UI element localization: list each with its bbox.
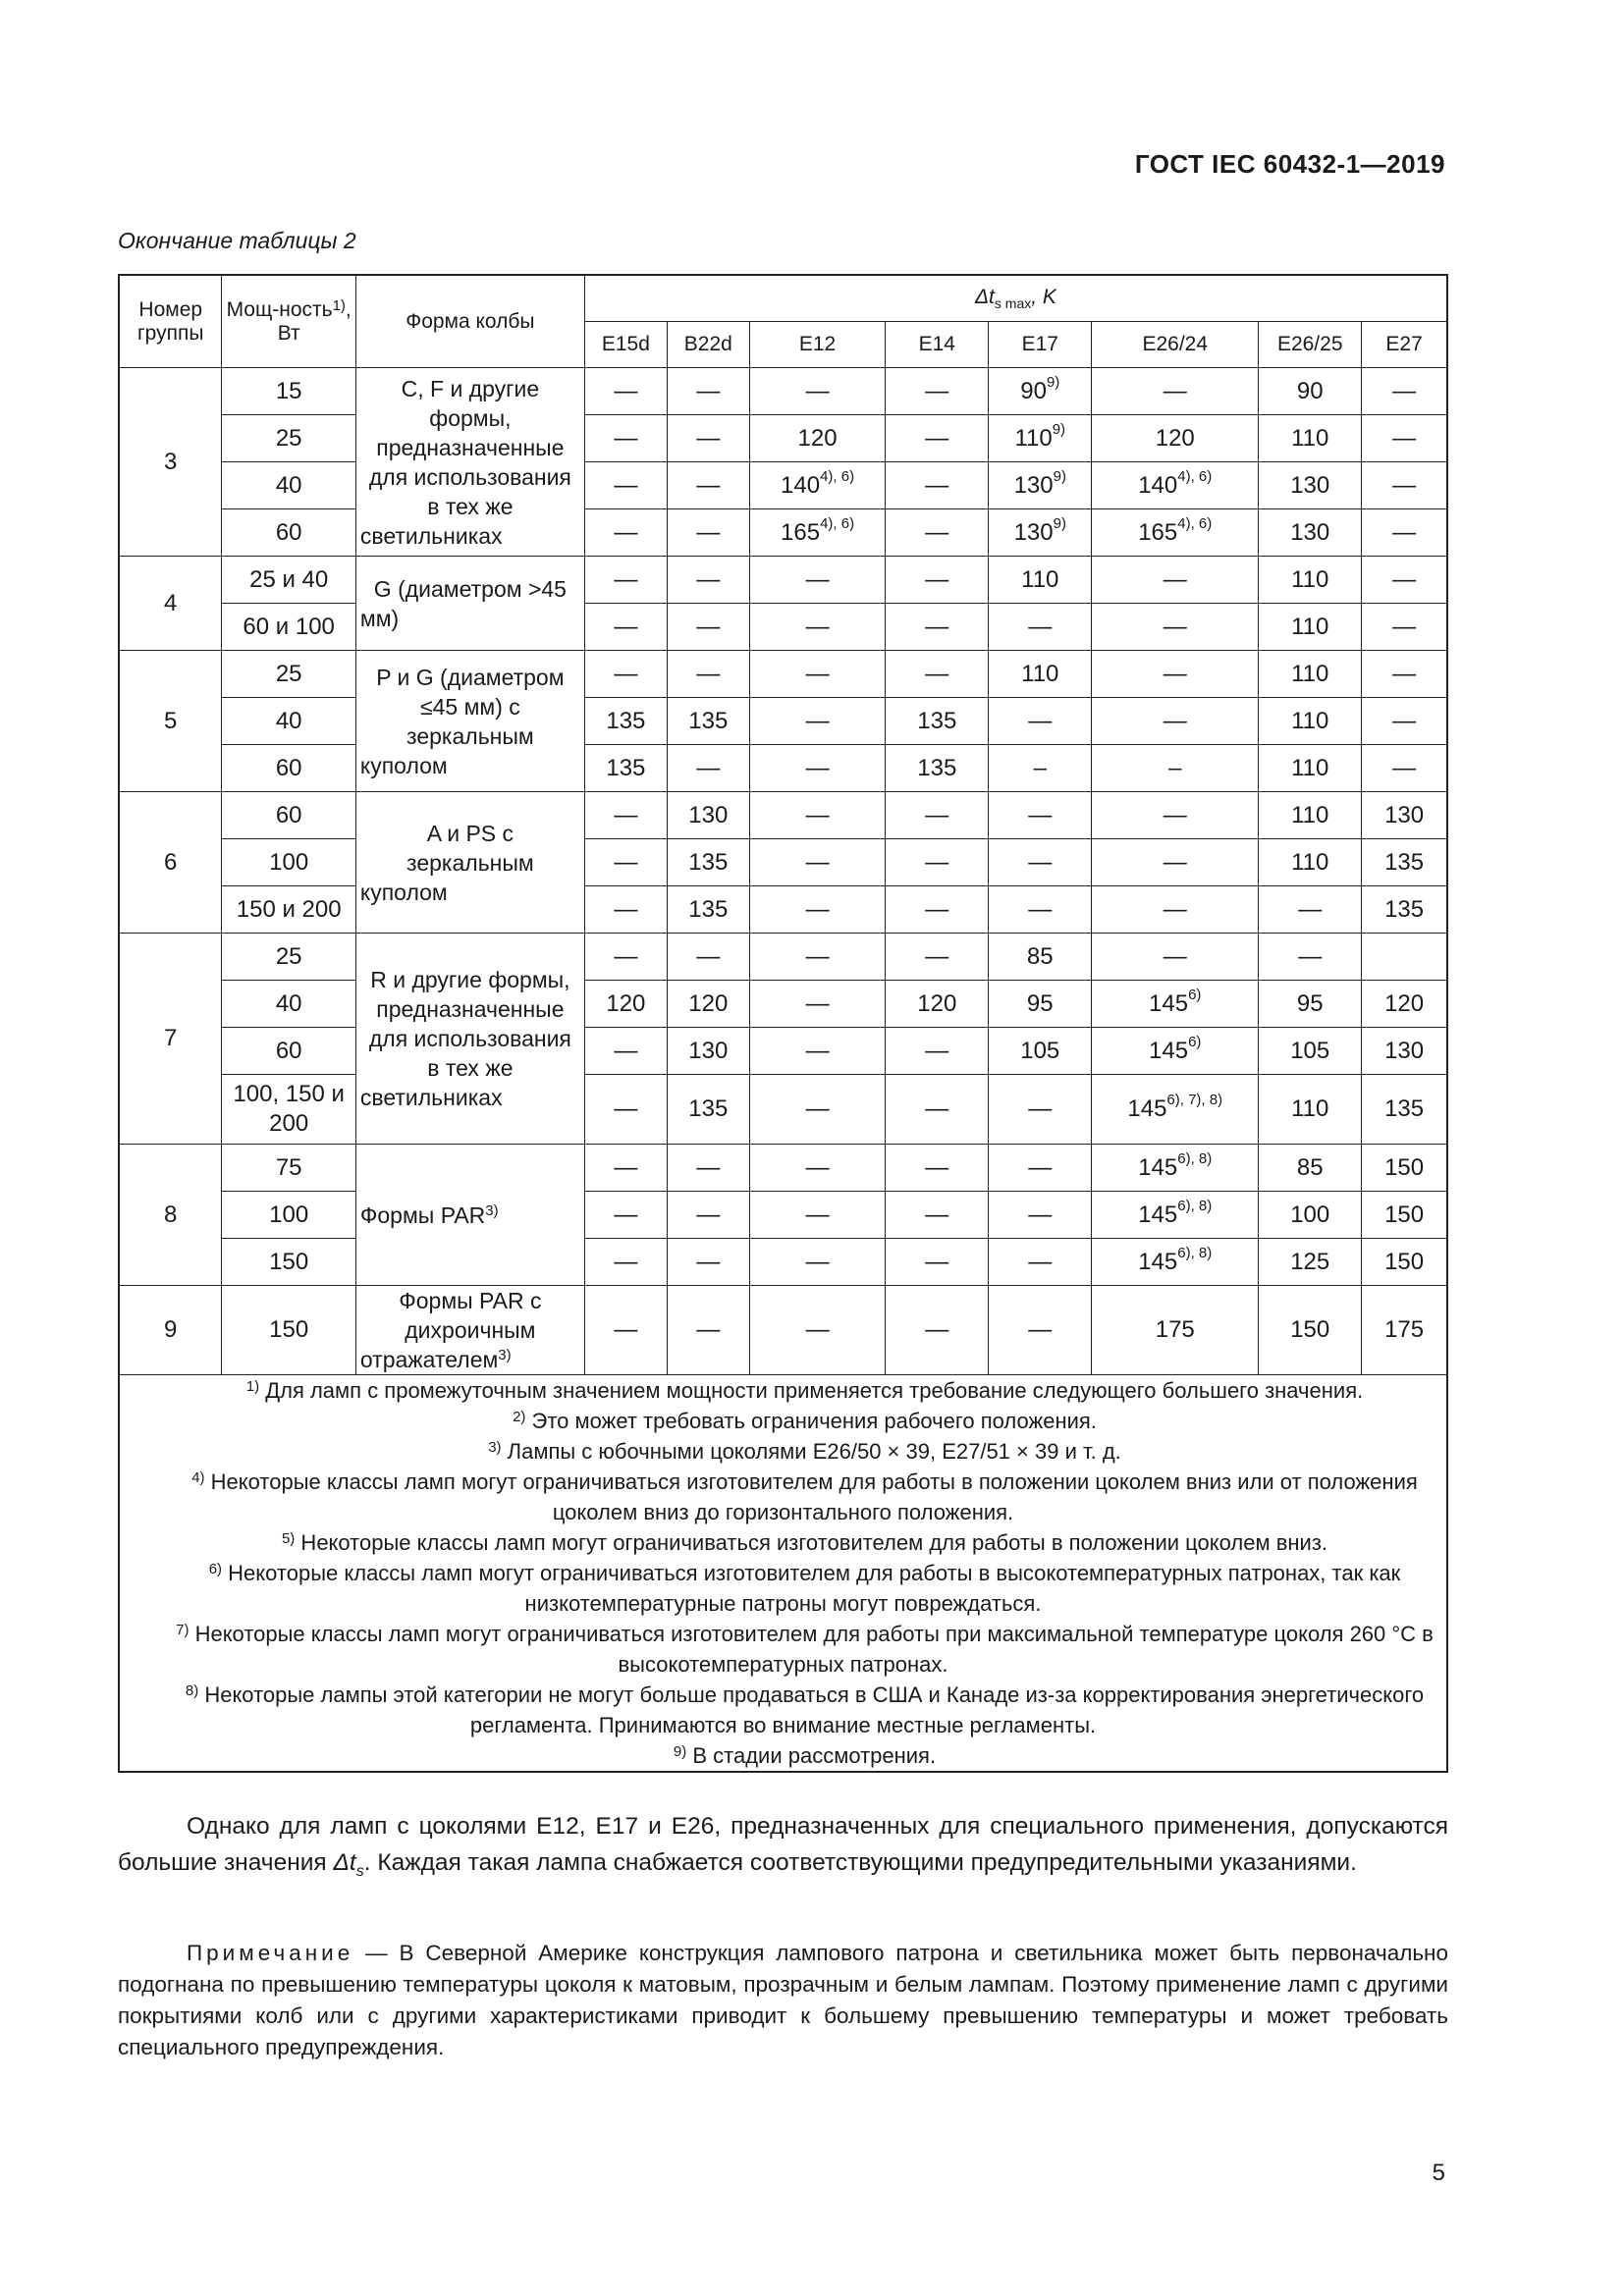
value-cell: 110 [989,651,1092,698]
value-cell: — [667,509,749,557]
value-cell: — [886,368,989,415]
value-cell: — [886,509,989,557]
value-cell: 150 [1259,1286,1362,1375]
value-cell: — [667,557,749,604]
value-cell: — [584,1239,667,1286]
value-cell: $145^{6), 8)}$ [1092,1239,1259,1286]
shape-cell: R и другие формы, предназначенные для использования в тех же светильниках [355,934,584,1145]
group-number: 7 [119,934,222,1145]
value-cell: 110 [1259,698,1362,745]
power-cell: 25 [222,934,355,981]
value-cell: 175 [1092,1286,1259,1375]
value-cell: — [1092,651,1259,698]
value-cell: 135 [1362,886,1447,934]
footnote: $^{9)}$ В стадии рассмотрения. [673,1743,937,1768]
table-row [119,651,1447,698]
value-cell: 130 [667,1028,749,1075]
header-socket: E15d [584,322,667,368]
value-cell: — [584,604,667,651]
table-row [119,1075,1447,1145]
value-cell: — [584,462,667,509]
value-cell: 150 [1362,1145,1447,1192]
value-cell: 110 [1259,839,1362,886]
value-cell: $165^{4), 6)}$ [1092,509,1259,557]
value-cell: — [989,886,1092,934]
value-cell: — [1092,698,1259,745]
value-cell: — [1362,462,1447,509]
value-cell: — [886,1145,989,1192]
table-row [119,792,1447,839]
header-socket: B22d [667,322,749,368]
group-number: 6 [119,792,222,934]
value-cell: 120 [584,981,667,1028]
value-cell: — [749,1075,886,1145]
value-cell: — [667,462,749,509]
value-cell: — [886,934,989,981]
value-cell: — [584,886,667,934]
value-cell: — [667,368,749,415]
table-row [119,698,1447,745]
footnote: $^{6)}$ Некоторые классы ламп могут ограничиваться изготовителем для работы в высокотемпературных патронах, так как низкотемпературные патроны могут повреждаться. [208,1561,1401,1616]
header-socket: E26/25 [1259,322,1362,368]
value-cell: — [989,1192,1092,1239]
value-cell: — [749,1145,886,1192]
footnote: $^{3)}$ Лампы с юбочными цоколями E26/50 × 39, E27/51 × 39 и т. д. [488,1439,1121,1464]
power-cell: 150 [222,1239,355,1286]
value-cell: 130 [1259,462,1362,509]
value-cell: — [749,981,886,1028]
value-cell: $140^{4), 6)}$ [749,462,886,509]
table-row [119,1028,1447,1075]
table-row [119,368,1447,415]
table-row [119,981,1447,1028]
value-cell: — [1259,934,1362,981]
value-cell: — [749,839,886,886]
value-cell: 110 [1259,792,1362,839]
value-cell: 110 [1259,651,1362,698]
value-cell: $165^{4), 6)}$ [749,509,886,557]
note-label: Примечание [187,1941,354,1965]
page-number: 5 [1432,2160,1445,2186]
value-cell: — [886,839,989,886]
value-cell: — [886,415,989,462]
value-cell: — [584,557,667,604]
value-cell: — [584,415,667,462]
value-cell: — [886,604,989,651]
value-cell: — [667,745,749,792]
value-cell: $140^{4), 6)}$ [1092,462,1259,509]
table-row [119,415,1447,462]
footnote: $^{1)}$ Для ламп с промежуточным значением мощности применяется требование следующего большего значения. [245,1378,1364,1403]
power-cell: 60 [222,1028,355,1075]
group-number: 9 [119,1286,222,1375]
value-cell: — [886,1075,989,1145]
value-cell: 120 [667,981,749,1028]
footnote: $^{5)}$ Некоторые классы ламп могут ограничиваться изготовителем для работы в положении цоколем вниз. [281,1530,1328,1555]
value-cell: 85 [989,934,1092,981]
table-row [119,1192,1447,1239]
value-cell: 110 [1259,604,1362,651]
value-cell: — [886,651,989,698]
value-cell: 120 [886,981,989,1028]
value-cell: — [584,839,667,886]
data-table [118,274,1448,1773]
value-cell: 135 [1362,1075,1447,1145]
value-cell: — [989,604,1092,651]
value-cell: — [584,934,667,981]
value-cell: — [1092,839,1259,886]
value-cell: — [1092,934,1259,981]
value-cell: — [1092,792,1259,839]
value-cell: 135 [667,698,749,745]
document-code: ГОСТ IEC 60432-1—2019 [1134,149,1445,179]
value-cell: — [667,651,749,698]
value-cell: — [1362,557,1447,604]
table-row [119,839,1447,886]
power-cell: 100 [222,1192,355,1239]
value-cell: — [584,651,667,698]
value-cell: — [886,557,989,604]
power-cell: 40 [222,981,355,1028]
value-cell: $145^{6), 8)}$ [1092,1145,1259,1192]
value-cell: — [749,934,886,981]
value-cell: 130 [1362,1028,1447,1075]
value-cell: 135 [886,698,989,745]
value-cell: 135 [584,745,667,792]
value-cell: 100 [1259,1192,1362,1239]
value-cell: — [886,1028,989,1075]
power-cell: 25 [222,415,355,462]
value-cell: — [584,509,667,557]
power-cell: 60 [222,509,355,557]
value-cell: — [886,462,989,509]
value-cell: — [989,1075,1092,1145]
value-cell: — [749,1239,886,1286]
table-row [119,462,1447,509]
value-cell: — [1362,745,1447,792]
value-cell: 130 [1362,792,1447,839]
value-cell: 135 [1362,839,1447,886]
value-cell: 130 [1259,509,1362,557]
power-cell: 60 [222,792,355,839]
value-cell: — [989,698,1092,745]
value-cell: — [749,368,886,415]
power-cell: 15 [222,368,355,415]
value-cell: — [886,886,989,934]
value-cell: — [886,1239,989,1286]
table-row [119,557,1447,604]
power-cell: 150 [222,1286,355,1375]
value-cell: 105 [989,1028,1092,1075]
value-cell: – [1092,745,1259,792]
header-socket: E27 [1362,322,1447,368]
value-cell: — [584,1075,667,1145]
value-cell: — [1362,368,1447,415]
value-cell: 130$^{9)}$ [989,462,1092,509]
value-cell: $145^{6), 8)}$ [1092,1192,1259,1239]
group-number: 3 [119,368,222,557]
footnote: $^{8)}$ Некоторые лампы этой категории не могут больше продаваться в США и Канаде из-за корректирования энергетического регламента. Принимаются во внимание местные регламенты. [185,1682,1425,1737]
header-socket: E12 [749,322,886,368]
value-cell: — [749,792,886,839]
power-cell: 60 и 100 [222,604,355,651]
value-cell: — [584,792,667,839]
table-row [119,1239,1447,1286]
power-cell: 75 [222,1145,355,1192]
shape-cell: P и G (диаметром ≤45 мм) с зеркальным куполом [355,651,584,792]
value-cell: — [749,557,886,604]
value-cell: — [989,1145,1092,1192]
body-paragraph: Однако для ламп с цоколями E12, E17 и E26, предназначенных для специального применения, допускаются большие значения $\Delta t_s$. Каждая такая лампа снабжается соответствующими предупредительными указаниями. [118,1813,1448,1880]
value-cell: — [989,1286,1092,1375]
value-cell: 175 [1362,1286,1447,1375]
value-cell: 90$^{9)}$ [989,368,1092,415]
value-cell: — [584,1028,667,1075]
power-cell: 25 и 40 [222,557,355,604]
value-cell: 120 [1362,981,1447,1028]
shape-cell: C, F и другие формы, предназначенные для использования в тех же светильниках [355,368,584,557]
table-row [119,509,1447,557]
value-cell: 110 [989,557,1092,604]
value-cell: 135 [667,1075,749,1145]
value-cell: — [749,745,886,792]
value-cell: – [989,745,1092,792]
value-cell: — [886,792,989,839]
value-cell: — [749,1192,886,1239]
value-cell: — [1362,415,1447,462]
footnote: $^{2)}$ Это может требовать ограничения рабочего положения. [513,1409,1097,1433]
value-cell: — [667,1239,749,1286]
shape-cell: A и PS с зеркальным куполом [355,792,584,934]
value-cell: 95 [989,981,1092,1028]
value-cell: — [749,886,886,934]
shape-cell: Формы PAR с дихроичным отражателем$^{3)}$ [355,1286,584,1375]
value-cell: — [1362,698,1447,745]
value-cell: — [886,1192,989,1239]
value-cell: 145$^{6)}$ [1092,1028,1259,1075]
value-cell: — [886,1286,989,1375]
power-cell: 100 [222,839,355,886]
value-cell: 150 [1362,1192,1447,1239]
table-row [119,1145,1447,1192]
value-cell: 135 [667,886,749,934]
table-row [119,934,1447,981]
shape-cell: G (диаметром >45 мм) [355,557,584,651]
value-cell: 145$^{6)}$ [1092,981,1259,1028]
value-cell: 135 [667,839,749,886]
power-cell: 40 [222,698,355,745]
group-number: 4 [119,557,222,651]
value-cell: — [667,415,749,462]
value-cell: — [584,1192,667,1239]
header-delta: $\Delta t_{s max}$, K [584,275,1447,322]
value-cell: — [1092,557,1259,604]
table-row [119,745,1447,792]
value-cell: — [667,934,749,981]
shape-cell: Формы PAR$^{3)}$ [355,1145,584,1286]
group-number: 8 [119,1145,222,1286]
value-cell: 95 [1259,981,1362,1028]
value-cell: — [1092,886,1259,934]
value-cell: — [749,1028,886,1075]
header-socket: E17 [989,322,1092,368]
value-cell: — [1259,886,1362,934]
value-cell: — [749,1286,886,1375]
value-cell: 130$^{9)}$ [989,509,1092,557]
power-cell: 25 [222,651,355,698]
value-cell: 110 [1259,1075,1362,1145]
power-cell: 150 и 200 [222,886,355,934]
value-cell: — [1362,509,1447,557]
value-cell: — [749,604,886,651]
value-cell: — [749,698,886,745]
table-row [119,604,1447,651]
value-cell: 135 [886,745,989,792]
value-cell: 105 [1259,1028,1362,1075]
value-cell: 125 [1259,1239,1362,1286]
value-cell: — [989,839,1092,886]
value-cell: 110 [1259,557,1362,604]
header-socket: E14 [886,322,989,368]
value-cell: 110 [1259,745,1362,792]
value-cell: — [1362,651,1447,698]
header-shape: Форма колбы [355,275,584,368]
header-power: Мощ-ность$^{1)}$, Вт [222,275,355,368]
value-cell: 120 [749,415,886,462]
header-socket: E26/24 [1092,322,1259,368]
value-cell: 90 [1259,368,1362,415]
note-text: — В Северной Америке конструкция лампового патрона и светильника может быть первоначально подогнана по превышению температуры цоколя к матовым, прозрачным и белым лампам. Поэтому применение ламп с другими покрытиями колб или с другими характеристиками приводит к большему превышению температуры и может требовать специального предупреждения. [118,1941,1448,2059]
footnotes [119,1375,1447,1773]
footnotes-row [119,1375,1447,1773]
value-cell: 85 [1259,1145,1362,1192]
value-cell: — [749,651,886,698]
value-cell: — [584,1286,667,1375]
value-cell: — [1092,368,1259,415]
value-cell: — [1092,604,1259,651]
footnote: $^{4)}$ Некоторые классы ламп могут ограничиваться изготовителем для работы в положении цоколем вниз или от положения цоколем вниз до горизонтального положения. [191,1469,1418,1524]
table-row [119,886,1447,934]
value-cell: — [667,1145,749,1192]
value-cell: 135 [584,698,667,745]
value-cell: — [989,792,1092,839]
value-cell: — [584,368,667,415]
table-caption: Окончание таблицы 2 [118,228,356,253]
group-number: 5 [119,651,222,792]
power-cell: 100, 150 и 200 [222,1075,355,1145]
value-cell: — [989,1239,1092,1286]
value-cell [1362,934,1447,981]
footnote: $^{7)}$ Некоторые классы ламп могут ограничиваться изготовителем для работы при максимальной температуре цоколя 260 °C в высокотемпературных патронах. [176,1622,1434,1677]
value-cell: 130 [667,792,749,839]
value-cell: 110 [1259,415,1362,462]
value-cell: — [667,1286,749,1375]
value-cell: $145^{6), 7), 8)}$ [1092,1075,1259,1145]
power-cell: 60 [222,745,355,792]
value-cell: — [1362,604,1447,651]
value-cell: 110$^{9)}$ [989,415,1092,462]
value-cell: 150 [1362,1239,1447,1286]
table-row [119,1286,1447,1375]
value-cell: 120 [1092,415,1259,462]
power-cell: 40 [222,462,355,509]
note-paragraph [118,1938,1448,2063]
value-cell: — [667,604,749,651]
value-cell: — [584,1145,667,1192]
header-group: Номер группы [119,275,222,368]
value-cell: — [667,1192,749,1239]
